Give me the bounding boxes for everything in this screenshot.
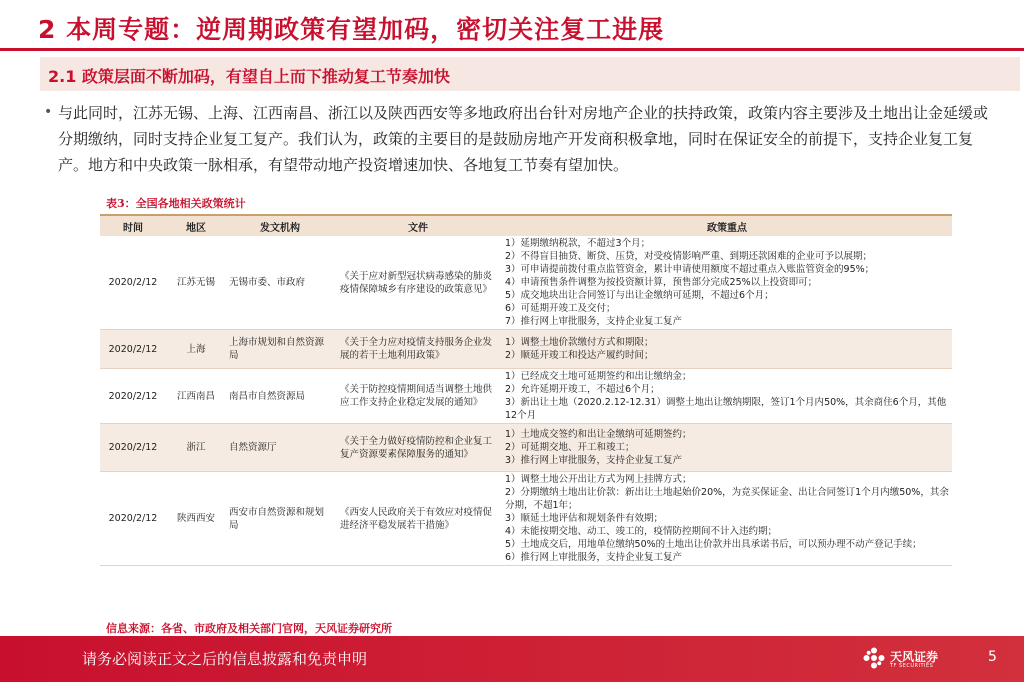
body-paragraph: 与此同时，江苏无锡、上海、江西南昌、浙江以及陕西西安等多地政府出台针对房地产企业的扶持政策，政策内容主要涉及土地出让金延缓或分期缴纳，同时支持企业复工复产。我们认为，政策的主要目的是鼓励房地产开发商积极拿地，同时在保证安全的前提下，支持企业复工复产。地方和中央政策一脉相承，有望带动地产投资增速加快、各地复工节奏有望加快。: [58, 104, 989, 174]
cell-document: 《关于应对新型冠状病毒感染的肺炎疫情保障城乡有序建设的政策意见》: [334, 236, 502, 330]
title-bar: [0, 0, 1024, 50]
cell-agency: 南昌市自然资源局: [226, 369, 334, 424]
bullet-icon: •: [44, 104, 53, 120]
table-header-row: [100, 216, 952, 236]
policy-point: 5）成交地块出让合同签订与出让金缴纳可延期，不超过6个月；: [505, 290, 774, 301]
cell-document: 《关于全力应对疫情支持服务企业发展的若干土地利用政策》: [334, 330, 502, 369]
cell-agency: 无锡市委、市政府: [226, 236, 334, 330]
source-note: 信息来源：各省、市政府及相关部门官网，天风证券研究所: [106, 622, 392, 635]
policy-point: 2）允许延期开竣工，不超过6个月；: [505, 384, 660, 395]
cell-document: 《西安人民政府关于有效应对疫情促进经济平稳发展若干措施》: [334, 472, 502, 566]
header-document: 文件: [334, 216, 502, 236]
header-time: 时间: [100, 216, 166, 236]
cell-policy-points: [502, 369, 952, 424]
table-caption: 表3：全国各地相关政策统计: [106, 197, 246, 210]
policy-point: 7）推行网上审批服务，支持企业复工复产: [505, 316, 683, 327]
policy-point: 1）调整土地价款缴付方式和期限；: [505, 337, 654, 348]
section-heading-box: [40, 57, 1020, 91]
policy-point: 1）已经成交土地可延期签约和出让缴纳金；: [505, 371, 692, 382]
page-number: 5: [988, 649, 997, 665]
table-row: [100, 236, 952, 330]
table-row: [100, 330, 952, 369]
policy-point: 1）调整土地公开出让方式为网上挂牌方式；: [505, 474, 692, 485]
footer-bar: [0, 636, 1024, 682]
cell-policy-points: [502, 472, 952, 566]
header-agency: 发文机构: [226, 216, 334, 236]
policy-point: 2）可延期交地、开工和竣工；: [505, 442, 635, 453]
cell-time: 2020/2/12: [100, 424, 166, 472]
policy-point: 1）土地成交签约和出让金缴纳可延期签约；: [505, 429, 692, 440]
logo-subtext: TF SECURITIES: [890, 663, 934, 669]
policy-point: 5）土地成交后，用地单位缴纳50%的土地出让价款并出具承诺书后，可以预办理不动产登记手续；: [505, 539, 922, 550]
policy-point: 2）顺延开竣工和投达产履约时间；: [505, 350, 654, 361]
table-row: [100, 369, 952, 424]
policy-point: 4）申请预售条件调整为按投资额计算，预售部分完成25%以上投资即可；: [505, 277, 818, 288]
policy-point: 3）顺延土地评估和规划条件有效期；: [505, 513, 664, 524]
cell-policy-points: [502, 236, 952, 330]
table-row: [100, 424, 952, 472]
policy-point: 3）推行网上审批服务，支持企业复工复产: [505, 455, 683, 466]
cell-time: 2020/2/12: [100, 236, 166, 330]
policy-point: 6）推行网上审批服务，支持企业复工复产: [505, 552, 683, 563]
cell-agency: 西安市自然资源和规划局: [226, 472, 334, 566]
header-policy-points: 政策重点: [502, 216, 952, 236]
policy-point: 2）不得盲目抽贷、断贷、压贷，对受疫情影响严重、到期还款困难的企业可予以展期；: [505, 251, 873, 262]
title-divider: [0, 48, 1024, 51]
policy-point: 3）可申请提前拨付重点监管资金，累计申请使用额度不超过重点入账监管资金的95%；: [505, 264, 875, 275]
header-region: 地区: [166, 216, 226, 236]
cell-policy-points: [502, 424, 952, 472]
policy-table: [100, 216, 952, 566]
cell-policy-points: [502, 330, 952, 369]
page-title: 2 本周专题：逆周期政策有望加码，密切关注复工进展: [38, 15, 665, 44]
policy-point: 2）分期缴纳土地出让价款：新出让土地起始价20%，为竞买保证金、出让合同签订1个月内缴50%，其余分期，不超1年；: [505, 487, 949, 511]
cell-agency: 上海市规划和自然资源局: [226, 330, 334, 369]
cell-agency: 自然资源厅: [226, 424, 334, 472]
disclaimer-text: 请务必阅读正文之后的信息披露和免责申明: [82, 650, 368, 668]
policy-point: 3）新出让土地（2020.2.12-12.31）调整土地出让缴纳期限，签订1个月内50%，其余商住6个月，其他12个月: [505, 397, 947, 421]
policy-point: 6）可延期开竣工及交付；: [505, 303, 616, 314]
cell-region: 浙江: [166, 424, 226, 472]
cell-time: 2020/2/12: [100, 330, 166, 369]
cell-document: 《关于全力做好疫情防控和企业复工复产资源要素保障服务的通知》: [334, 424, 502, 472]
cell-document: 《关于防控疫情期间适当调整土地供应工作支持企业稳定发展的通知》: [334, 369, 502, 424]
section-title: 2.1 政策层面不断加码，有望自上而下推动复工节奏加快: [48, 67, 450, 86]
cell-region: 陕西西安: [166, 472, 226, 566]
company-logo: [862, 644, 952, 674]
policy-point: 4）未能按期交地、动工、竣工的，疫情防控期间不计入违约期；: [505, 526, 778, 537]
table-row: [100, 472, 952, 566]
cell-region: 江苏无锡: [166, 236, 226, 330]
cell-time: 2020/2/12: [100, 472, 166, 566]
cell-region: 上海: [166, 330, 226, 369]
cell-region: 江西南昌: [166, 369, 226, 424]
logo-text: 天风证券: [890, 650, 939, 664]
policy-point: 1）延期缴纳税款，不超过3个月；: [505, 238, 651, 249]
cell-time: 2020/2/12: [100, 369, 166, 424]
logo-flower-icon: [862, 646, 886, 670]
